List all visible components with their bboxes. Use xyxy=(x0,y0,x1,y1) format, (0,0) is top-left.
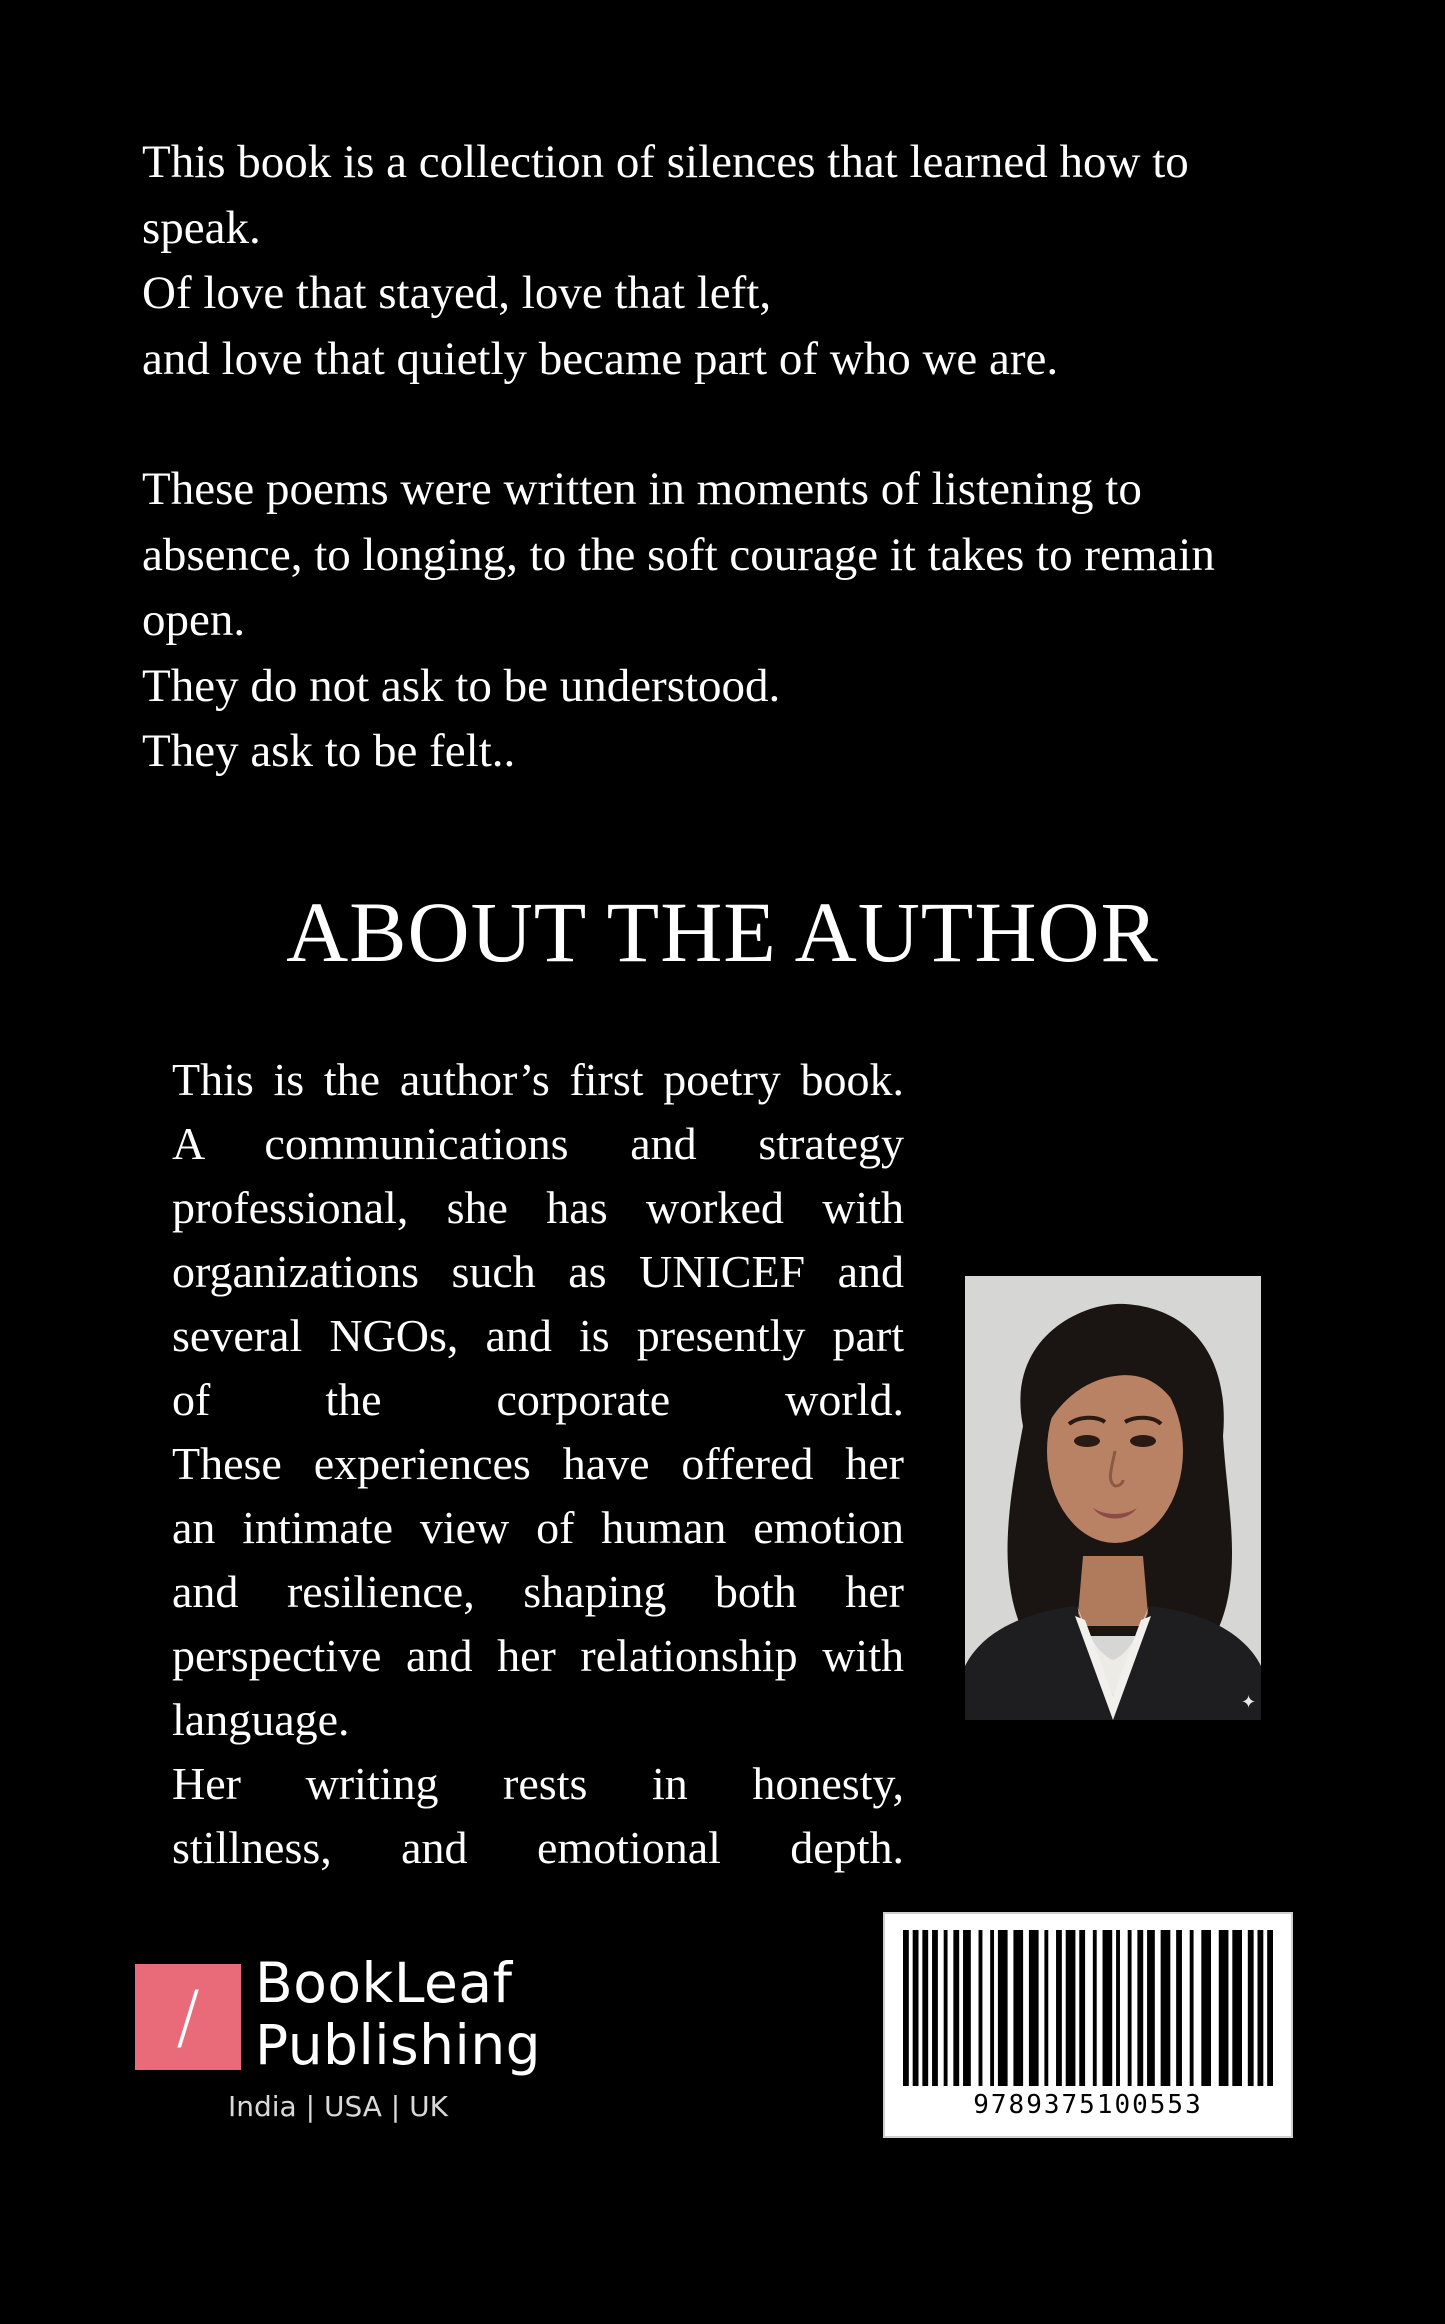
bio-line: and resilience, shaping both her xyxy=(172,1566,904,1617)
svg-text:✦: ✦ xyxy=(1241,1692,1257,1713)
barcode-bar xyxy=(1176,1930,1182,2086)
barcode-bar xyxy=(1137,1930,1143,2086)
paragraph-gap xyxy=(142,392,1322,457)
barcode-bar xyxy=(953,1930,959,2086)
logo-slash-glyph: / xyxy=(176,1976,200,2058)
barcode-bar xyxy=(998,1930,1008,2086)
author-photo xyxy=(965,1276,1261,1720)
blurb-line: speak. xyxy=(142,201,261,254)
bio-line: These experiences have offered her xyxy=(172,1438,904,1489)
barcode-bar xyxy=(944,1930,948,2086)
barcode-bar xyxy=(1147,1930,1155,2086)
barcode-bar xyxy=(1161,1930,1171,2086)
barcode-bar xyxy=(1267,1930,1273,2086)
bio-line: several NGOs, and is presently part xyxy=(172,1310,904,1361)
barcode-bar xyxy=(963,1930,971,2086)
barcode-bar xyxy=(1258,1930,1264,2086)
barcode-bar xyxy=(1103,1930,1113,2086)
bio-line: Her writing rests in honesty, xyxy=(172,1758,904,1809)
blurb-line: absence, to longing, to the soft courage it takes to remain xyxy=(142,528,1215,581)
blurb-line: This book is a collection of silences that learned how to xyxy=(142,136,1189,188)
barcode-bar xyxy=(1219,1930,1229,2086)
barcode-bar xyxy=(1232,1930,1242,2086)
barcode-bar xyxy=(932,1930,938,2086)
bio-line: organizations such as UNICEF and xyxy=(172,1246,904,1297)
barcode-bar xyxy=(903,1930,909,2086)
barcode-bar xyxy=(913,1930,919,2086)
barcode-bar xyxy=(1201,1930,1211,2086)
publisher-name-line1: BookLeaf xyxy=(255,1951,513,2015)
bio-line: A communications and strategy xyxy=(172,1118,904,1169)
barcode-bar xyxy=(922,1930,928,2086)
author-bio xyxy=(172,1048,904,1880)
barcode-bar xyxy=(1079,1930,1085,2086)
blurb-line: They ask to be felt.. xyxy=(142,725,516,777)
bio-line: of the corporate world. xyxy=(172,1374,904,1425)
isbn-barcode xyxy=(885,1914,1291,2136)
blurb-line: They do not ask to be understood. xyxy=(142,659,781,712)
bio-line: an intimate view of human emotion xyxy=(172,1502,904,1553)
bio-line: language. xyxy=(172,1694,350,1745)
bio-line: This is the author’s first poetry book. xyxy=(172,1054,904,1105)
barcode-bar xyxy=(1128,1930,1132,2086)
barcode-bar xyxy=(1248,1930,1254,2086)
bio-line: professional, she has worked with xyxy=(172,1182,904,1233)
bio-line: perspective and her relationship with xyxy=(172,1630,904,1681)
blurb-line: These poems were written in moments of listening to xyxy=(142,463,1142,515)
back-cover-blurb xyxy=(142,130,1322,785)
isbn-number: 9789375100553 xyxy=(973,2090,1203,2120)
barcode-bar xyxy=(1093,1930,1097,2086)
bio-line: stillness, and emotional depth. xyxy=(172,1822,904,1873)
barcode-bar xyxy=(979,1930,983,2086)
barcode-bars xyxy=(903,1930,1273,2086)
barcode-bar xyxy=(1013,1930,1023,2086)
publisher-name-line2: Publishing xyxy=(255,2013,542,2077)
blurb-line: open. xyxy=(142,594,246,646)
barcode-bar xyxy=(1066,1930,1076,2086)
barcode-bar xyxy=(1116,1930,1120,2086)
blurb-line: and love that quietly became part of who we are. xyxy=(142,332,1059,385)
publisher-regions: India | USA | UK xyxy=(228,2090,448,2123)
barcode-bar xyxy=(1056,1930,1062,2086)
blurb-line: Of love that stayed, love that left, xyxy=(142,267,772,319)
barcode-bar xyxy=(990,1930,994,2086)
barcode-bar xyxy=(1029,1930,1039,2086)
about-author-heading: ABOUT THE AUTHOR xyxy=(286,884,1159,980)
barcode-bar xyxy=(1190,1930,1194,2086)
barcode-bar xyxy=(1044,1930,1048,2086)
publisher-name xyxy=(255,1952,541,2076)
publisher-logo xyxy=(135,1951,545,2140)
